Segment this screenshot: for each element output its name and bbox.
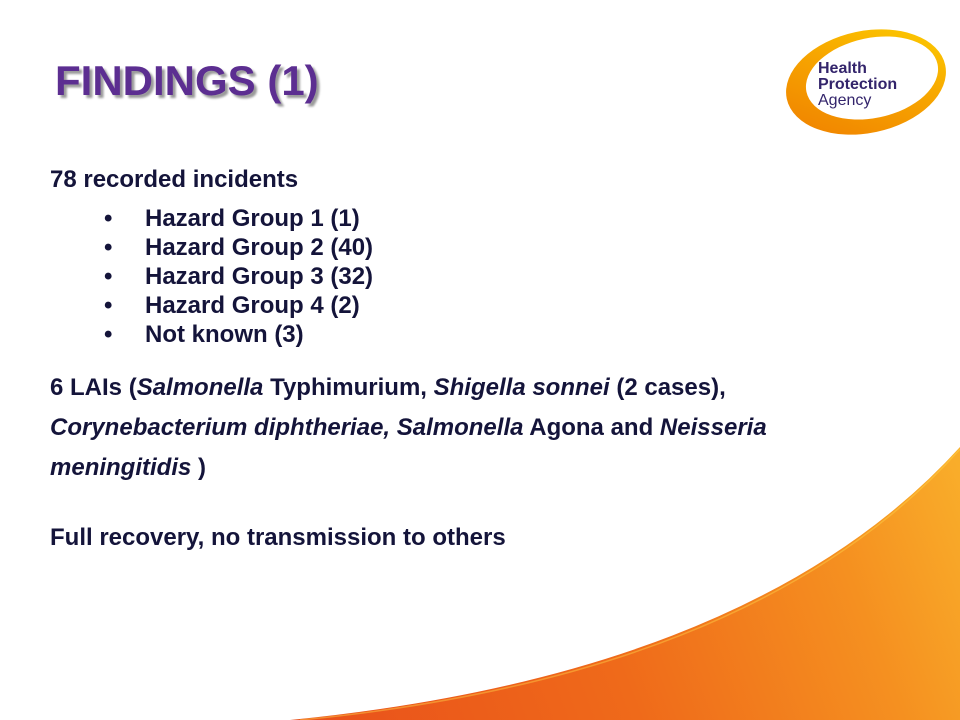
recovery-statement: Full recovery, no transmission to others — [50, 524, 506, 551]
bullet-icon: • — [104, 263, 113, 290]
logo-text-line: Protection — [818, 76, 898, 93]
list-item-label: Hazard Group 3 (32) — [145, 263, 374, 290]
species-name: Corynebacterium diphtheriae, Salmonella — [50, 414, 524, 441]
lais-paragraph — [50, 368, 767, 488]
text-segment: (2 cases), — [609, 374, 726, 401]
text-segment: Agona and — [523, 414, 660, 441]
bullet-icon: • — [104, 234, 113, 261]
text-segment: Typhimurium, — [263, 374, 434, 401]
incidents-heading: 78 recorded incidents — [50, 166, 299, 193]
paragraph-line — [50, 368, 767, 408]
species-name: Salmonella — [136, 374, 264, 401]
logo-text-line: Agency — [818, 92, 872, 109]
text-segment: 6 LAIs ( — [50, 374, 137, 401]
slide-title: FINDINGS (1) — [55, 57, 319, 104]
paragraph-line — [50, 408, 767, 448]
species-name: Neisseria — [659, 414, 767, 441]
hazard-group-list — [104, 204, 373, 349]
list-item — [104, 233, 373, 262]
logo-text-line: Health — [818, 60, 867, 77]
health-protection-agency-logo — [776, 15, 956, 148]
list-item — [104, 204, 373, 233]
species-name: Shigella sonnei — [433, 374, 610, 401]
bullet-icon: • — [104, 321, 113, 348]
list-item — [104, 320, 373, 349]
list-item-label: Hazard Group 1 (1) — [145, 205, 360, 232]
paragraph-line — [50, 448, 767, 488]
bullet-icon: • — [104, 205, 113, 232]
species-name: meningitidis — [50, 454, 192, 481]
list-item-label: Not known (3) — [145, 321, 304, 348]
list-item-label: Hazard Group 2 (40) — [145, 234, 374, 261]
text-segment: ) — [191, 454, 207, 481]
list-item-label: Hazard Group 4 (2) — [145, 292, 360, 319]
bullet-icon: • — [104, 292, 113, 319]
list-item — [104, 291, 373, 320]
list-item — [104, 262, 373, 291]
